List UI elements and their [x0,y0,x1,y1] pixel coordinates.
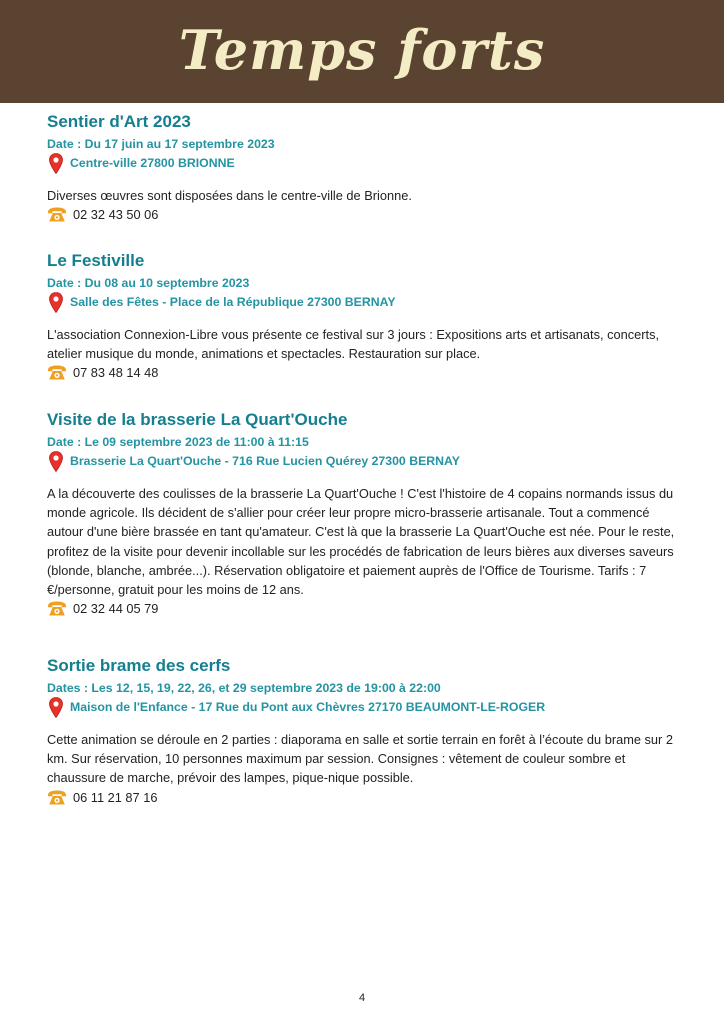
phone-icon [47,601,67,616]
location-pin-icon [49,292,63,313]
event-brame-cerfs [47,655,687,807]
event-phone [47,363,687,382]
event-description: Diverses œuvres sont disposées dans le centre-ville de Brionne. [47,188,412,203]
event-festiville [47,250,687,382]
location-pin-icon [49,697,63,718]
event-description: L'association Connexion-Libre vous présente ce festival sur 3 jours : Expositions arts et artisanats, concerts, atelier musique du monde, animations et spectacles. Restauration sur place. [47,327,660,362]
location-pin-icon [49,153,63,174]
event-phone [47,205,687,224]
event-location [47,154,687,173]
event-location-text: Centre-ville 27800 BRIONNE [70,156,235,170]
event-title: Le Festiville [47,251,145,270]
page-title: Temps forts [178,18,546,82]
event-title: Sentier d'Art 2023 [47,112,191,131]
event-date: Date : Du 17 juin au 17 septembre 2023 [47,137,275,151]
event-phone-number: 07 83 48 14 48 [73,365,159,381]
event-description: Cette animation se déroule en 2 parties : diaporama en salle et sortie terrain en forêt à l’écoute du brame sur 2 km. Sur réservation, 10 personnes maximum par session. Consignes : vêtement de couleur sombre et chaussure de marche, prévoir des lampes, pique-nique possible. [47,732,673,786]
header-banner [0,0,724,103]
event-phone-number: 02 32 44 05 79 [73,601,159,617]
location-pin-icon [49,451,63,472]
event-phone-number: 02 32 43 50 06 [73,207,159,223]
event-sentier-art [47,111,687,224]
event-phone [47,788,687,807]
event-date: Date : Du 08 au 10 septembre 2023 [47,276,250,290]
event-location-text: Maison de l'Enfance - 17 Rue du Pont aux Chèvres 27170 BEAUMONT-LE-ROGER [70,700,546,714]
event-location-text: Brasserie La Quart'Ouche - 716 Rue Lucien Quérey 27300 BERNAY [70,454,460,468]
page-number: 4 [358,992,366,1004]
event-title: Sortie brame des cerfs [47,656,231,675]
event-phone [47,599,687,618]
event-description: A la découverte des coulisses de la brasserie La Quart'Ouche ! C'est l'histoire de 4 copains normands issus du monde agricole. Ils décident de s'allier pour créer leur propre micro-brasserie artisanale. Tout a commencé autour d'une bière brassée en tant qu'amateur. C'est là que la brasserie La Quart'Ouche est née. Pour le reste, profitez de la visite pour devenir incollable sur les procédés de fabrication de leurs bières aux diverses saveurs (blonde, blanche, ambrée...). Réservation obligatoire et paiement auprès de l'Office de Tourisme. Tarifs : 7 €/personne, gratuit pour les moins de 12 ans. [47,486,675,598]
phone-icon [47,365,67,380]
event-location [47,293,687,312]
phone-icon [47,207,67,222]
event-date: Dates : Les 12, 15, 19, 22, 26, et 29 septembre 2023 de 19:00 à 22:00 [47,681,441,695]
event-location-text: Salle des Fêtes - Place de la République 27300 BERNAY [70,295,396,309]
event-phone-number: 06 11 21 87 16 [73,789,158,805]
phone-icon [47,790,67,805]
event-brasserie-visit [47,409,687,618]
event-location [47,452,687,471]
event-date: Date : Le 09 septembre 2023 de 11:00 à 11:15 [47,435,309,449]
event-location [47,698,687,717]
event-title: Visite de la brasserie La Quart'Ouche [47,410,348,429]
